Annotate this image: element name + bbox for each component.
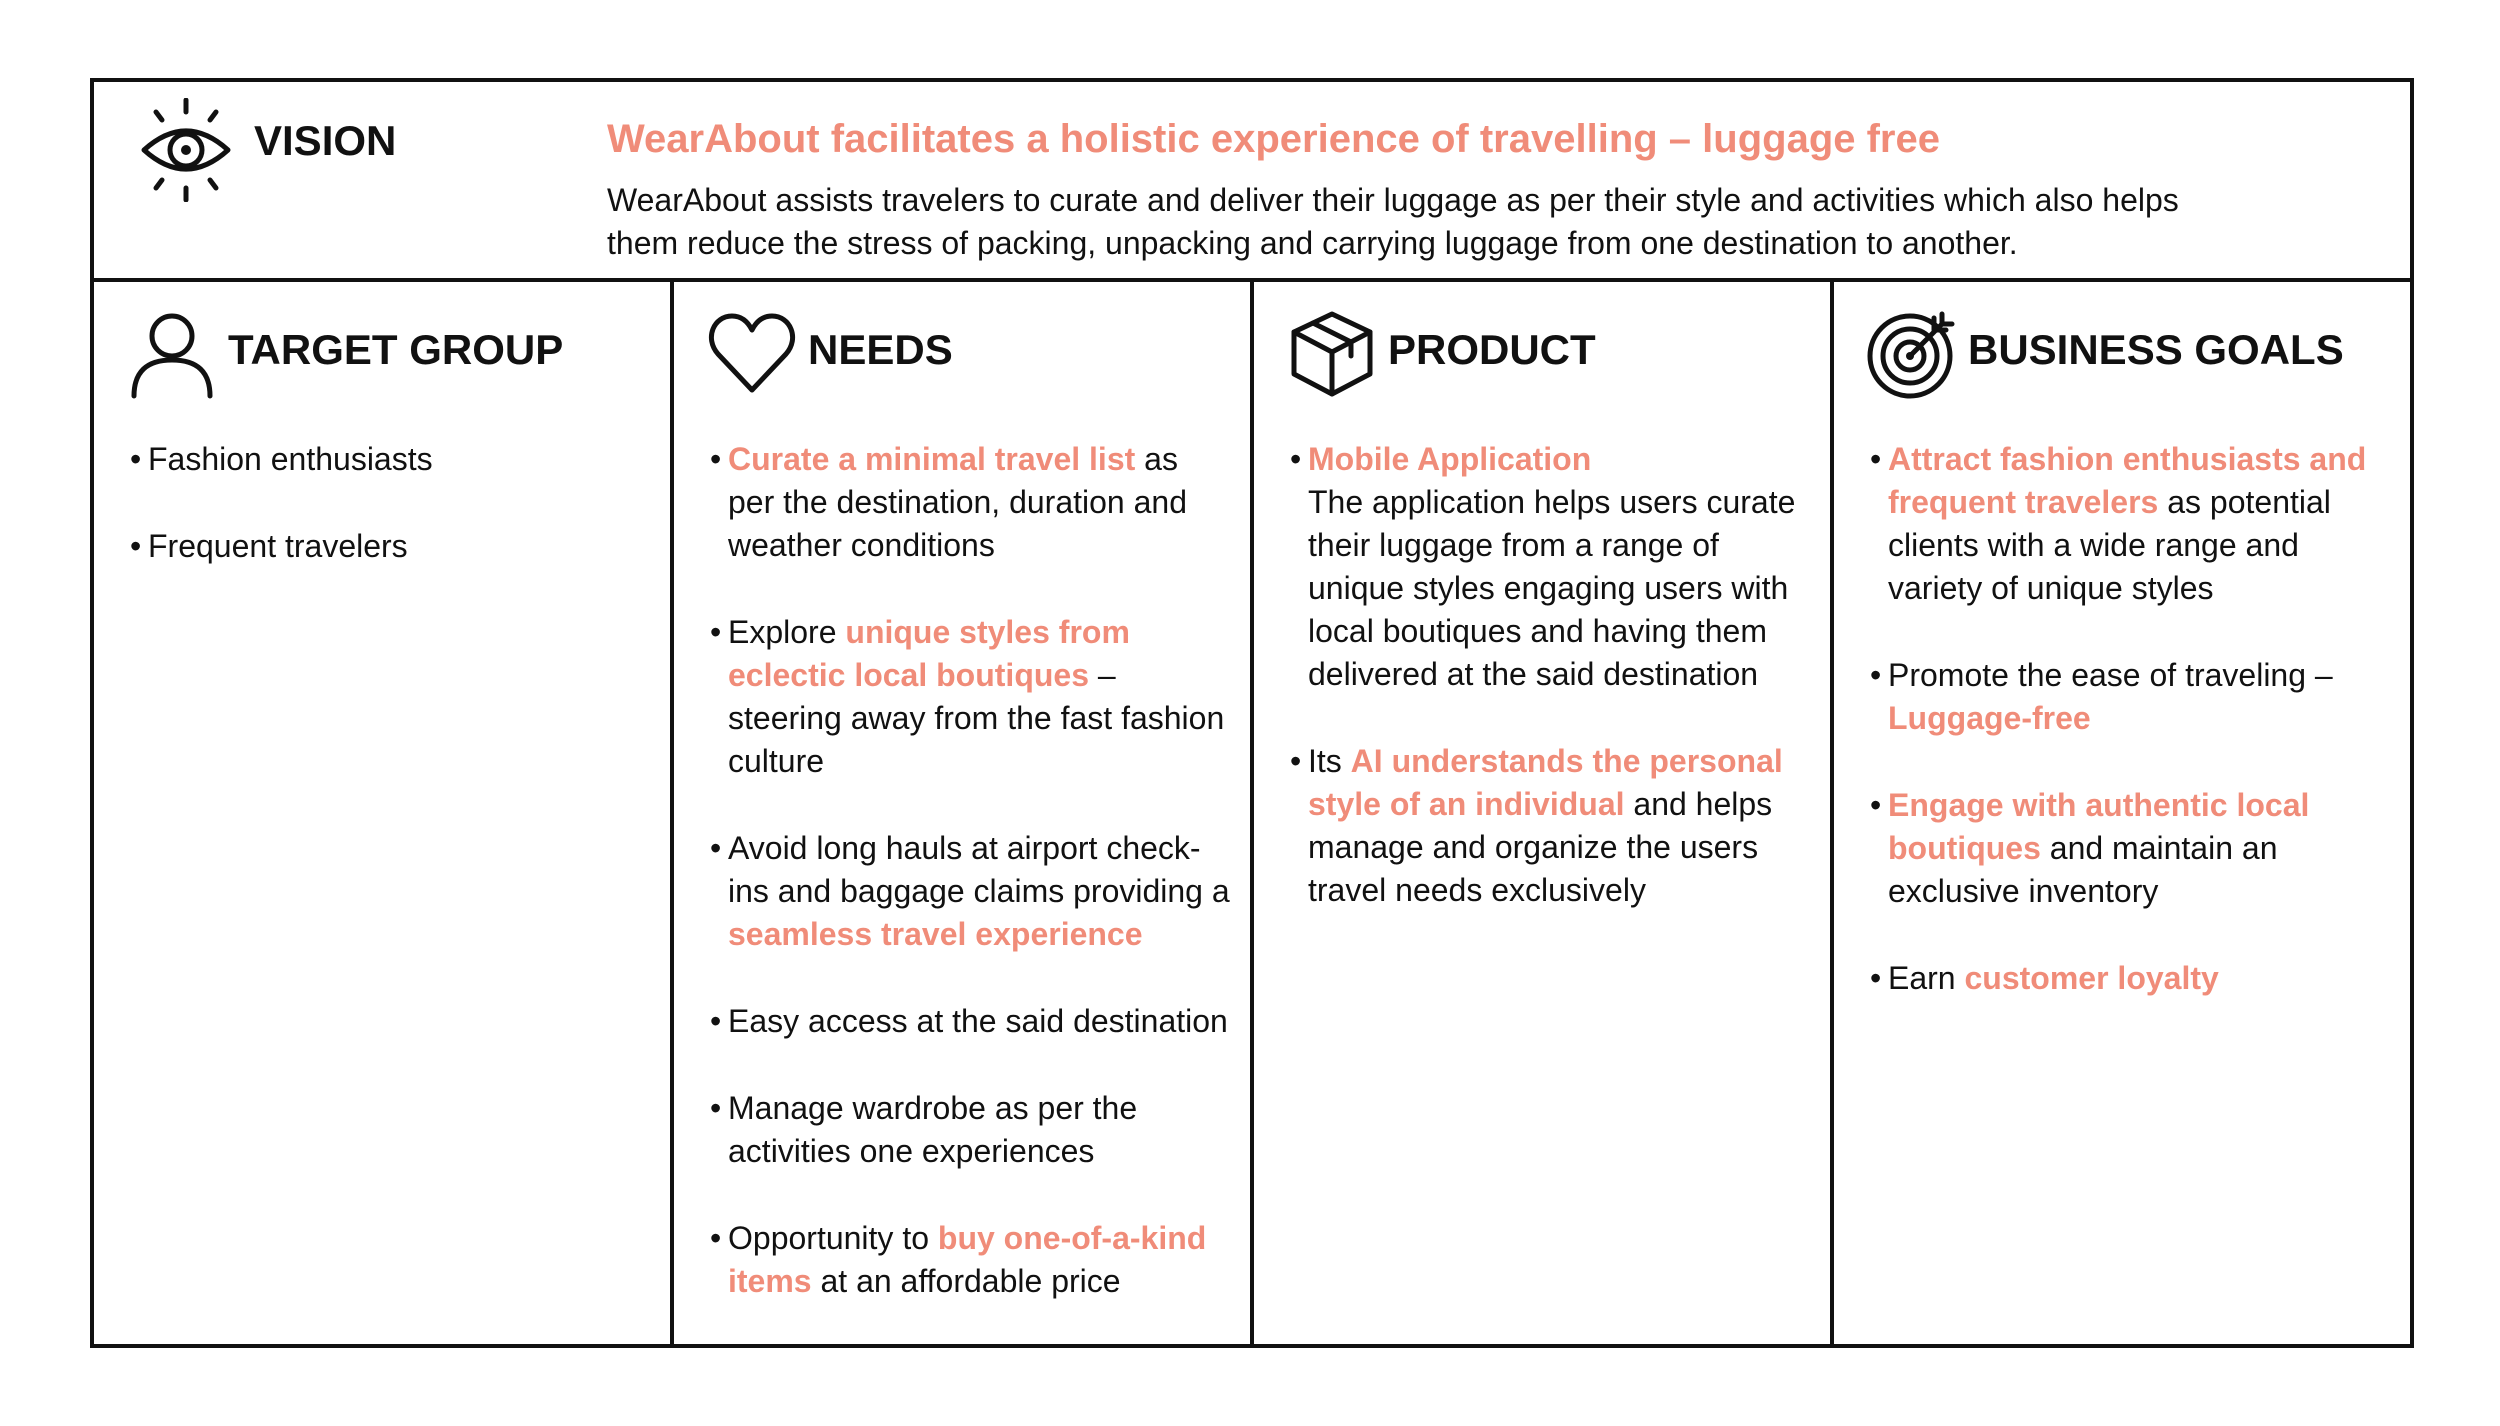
list-item [710, 611, 1230, 783]
body-text: as potential clients with a wide range and variety of unique styles [1888, 484, 2331, 606]
body-text: Earn [1888, 960, 1965, 996]
highlight-text: Engage with authentic local boutiques [1888, 787, 2310, 866]
body-text: and helps manage and organize the users travel needs exclusively [1308, 786, 1773, 908]
column-needs [670, 278, 1250, 1344]
body-text: Promote the ease of traveling – [1888, 657, 2333, 693]
columns-container [94, 278, 2410, 1344]
vision-description: WearAbout assists travelers to curate and deliver their luggage as per their style and activities which also helps them reduce the stress of packing, unpacking and carrying luggage from one destination to another. [607, 182, 2179, 261]
bullet-list [130, 438, 650, 612]
list-item [710, 827, 1230, 956]
body-text: as per the destination, duration and weather conditions [728, 441, 1187, 563]
heart-icon [706, 308, 798, 400]
bullet-list [1290, 438, 1810, 956]
box-icon [1286, 308, 1378, 400]
highlight-text: Curate a minimal travel list [728, 441, 1136, 477]
body-text: Fashion enthusiasts [148, 441, 433, 477]
list-item [710, 438, 1230, 567]
list-item [710, 1000, 1230, 1043]
list-item [1870, 438, 2390, 610]
list-item [1870, 784, 2390, 913]
highlight-text: Attract fashion enthusiasts and frequent travelers [1888, 441, 2367, 520]
list-item [1290, 438, 1810, 696]
list-item [130, 525, 650, 568]
eye-icon [136, 98, 236, 202]
body-text: Manage wardrobe as per the activities one experiences [728, 1090, 1138, 1169]
target-icon [1866, 308, 1958, 400]
vision-title: WearAbout facilitates a holistic experience of travelling – luggage free [607, 117, 1940, 161]
column-title: BUSINESS GOALS [1968, 326, 2344, 373]
highlight-text: unique styles from eclectic local boutiques [728, 614, 1130, 693]
body-text: Easy access at the said destination [728, 1003, 1228, 1039]
column-target-group [94, 278, 670, 1344]
body-text: and maintain an exclusive inventory [1888, 830, 2278, 909]
column-business-goals [1830, 278, 2410, 1344]
body-text: Opportunity to [728, 1220, 938, 1256]
bullet-list [1870, 438, 2390, 1044]
user-icon [126, 308, 218, 400]
list-item [1870, 654, 2390, 740]
body-text: – steering away from the fast fashion culture [728, 657, 1225, 779]
highlight-text: Mobile Application [1308, 441, 1592, 477]
list-item [710, 1217, 1230, 1303]
body-text: Avoid long hauls at airport check-ins and baggage claims providing a [728, 830, 1230, 909]
highlight-text: Luggage-free [1888, 700, 2091, 736]
vision-label: VISION [254, 117, 397, 164]
body-text: Its [1308, 743, 1351, 779]
column-product [1250, 278, 1830, 1344]
body-text: Explore [728, 614, 846, 650]
list-item [1870, 957, 2390, 1000]
body-text: The application helps users curate their luggage from a range of unique styles engaging users with local boutiques and having them delivered at the said destination [1308, 484, 1796, 692]
highlight-text: buy one-of-a-kind items [728, 1220, 1207, 1299]
highlight-text: AI understands the personal style of an individual [1308, 743, 1783, 822]
vision-section [94, 82, 2410, 282]
list-item [130, 438, 650, 481]
highlight-text: customer loyalty [1964, 960, 2219, 996]
highlight-text: seamless travel experience [728, 916, 1143, 952]
column-title: TARGET GROUP [228, 326, 564, 373]
canvas-board [90, 78, 2414, 1348]
list-item [710, 1087, 1230, 1173]
column-title: PRODUCT [1388, 326, 1596, 373]
bullet-list [710, 438, 1230, 1347]
list-item [1290, 740, 1810, 912]
body-text: at an affordable price [811, 1263, 1121, 1299]
body-text: Frequent travelers [148, 528, 408, 564]
column-title: NEEDS [808, 326, 953, 373]
